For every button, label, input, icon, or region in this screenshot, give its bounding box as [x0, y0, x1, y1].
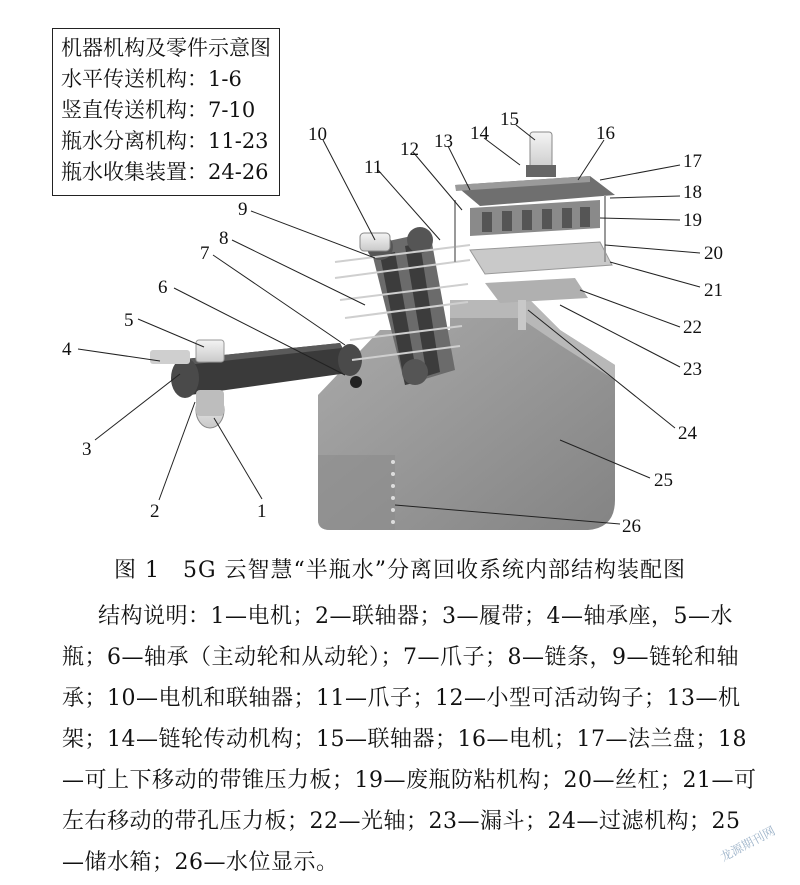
- label-7: 7: [200, 243, 210, 264]
- label-5: 5: [124, 310, 134, 331]
- label-13: 13: [434, 131, 453, 152]
- label-12: 12: [400, 139, 419, 160]
- label-25: 25: [654, 470, 673, 491]
- label-14: 14: [470, 123, 489, 144]
- legend-item: 竖直传送机构：7-10: [61, 98, 256, 122]
- label-3: 3: [82, 439, 92, 460]
- label-1: 1: [257, 501, 267, 522]
- label-20: 20: [704, 243, 723, 264]
- label-26: 26: [622, 516, 641, 537]
- label-10: 10: [308, 124, 327, 145]
- label-23: 23: [683, 359, 702, 380]
- label-15: 15: [500, 109, 519, 130]
- label-17: 17: [683, 151, 702, 172]
- label-4: 4: [62, 339, 72, 360]
- figure-caption: 图 1 5G 云智慧“半瓶水”分离回收系统内部结构装配图: [113, 558, 687, 583]
- label-16: 16: [596, 123, 615, 144]
- label-18: 18: [683, 182, 702, 203]
- label-6: 6: [158, 277, 168, 298]
- label-11: 11: [364, 157, 383, 178]
- legend-box: [52, 28, 280, 196]
- label-24: 24: [678, 423, 697, 444]
- structure-description: 结构说明：1—电机；2—联轴器；3—履带；4—轴承座，5—水瓶；6—轴承（主动轮和从动轮）；7—爪子；8—链条，9—链轮和轴承；10—电机和联轴器；11—爪子；12—小型可活动钩子；13—机架；14—链轮传动机构；15—联轴器；16—电机；17—法兰盘；18—可上下移动的带锥压力板；19—废瓶防粘机构；20—丝杠；21—可左右移动的带孔压力板；22—光轴；23—漏斗；24—过滤机构；25—储水箱；26—水位显示。: [62, 604, 757, 875]
- label-9: 9: [238, 199, 248, 220]
- label-8: 8: [219, 228, 229, 249]
- legend-title: 机器机构及零件示意图: [61, 36, 271, 60]
- label-2: 2: [150, 501, 160, 522]
- label-19: 19: [683, 210, 702, 231]
- legend-item: 瓶水收集装置：24-26: [61, 160, 269, 184]
- water-tank: [318, 300, 615, 530]
- legend-item: 瓶水分离机构：11-23: [61, 129, 269, 153]
- legend-item: 水平传送机构：1-6: [61, 67, 242, 91]
- label-22: 22: [683, 317, 702, 338]
- label-21: 21: [704, 280, 723, 301]
- watermark: 龙源期刊网: [717, 823, 778, 865]
